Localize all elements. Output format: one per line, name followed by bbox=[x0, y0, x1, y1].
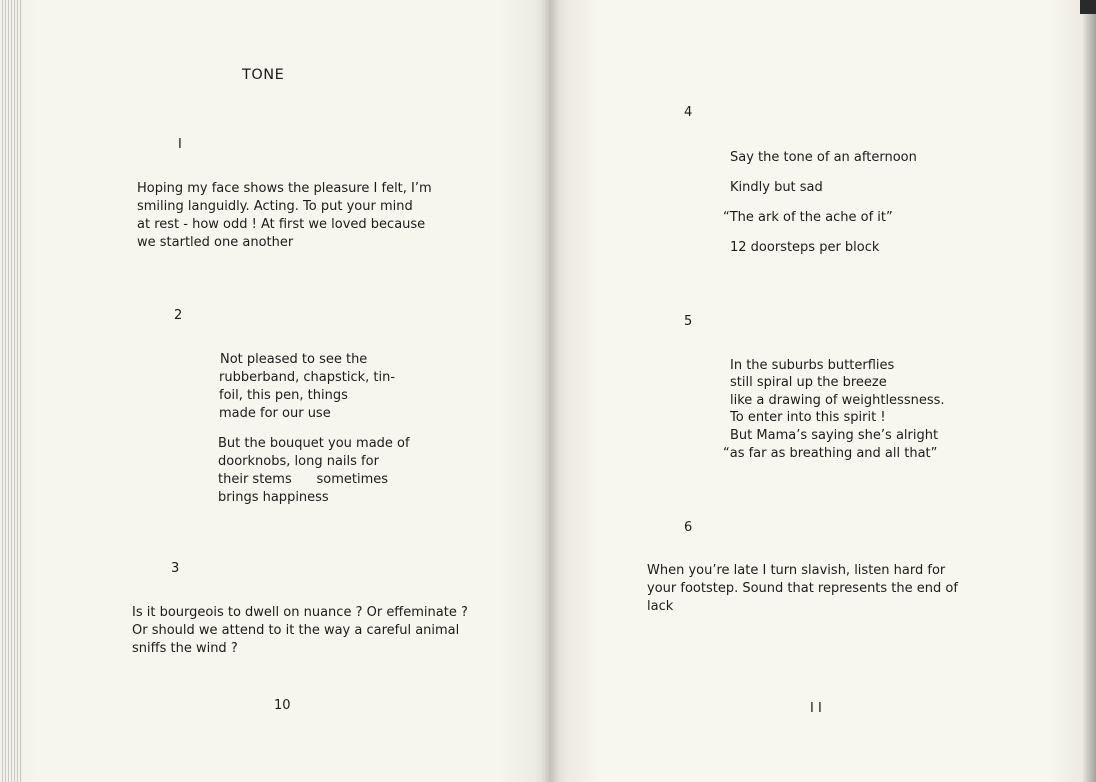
poem-line: “as far as breathing and all that” bbox=[723, 446, 938, 461]
section-number-5: 5 bbox=[684, 314, 693, 329]
poem-line: Hoping my face shows the pleasure I felt, I’m bbox=[137, 181, 432, 196]
poem-line: rubberband, chapstick, tin- bbox=[219, 370, 396, 385]
poem-line: But the bouquet you made of bbox=[218, 436, 410, 451]
poem-line: their stems sometimes bbox=[218, 472, 389, 487]
poem-line: your footstep. Sound that represents the end of bbox=[647, 581, 958, 596]
poem-line: smiling languidly. Acting. To put your mind bbox=[137, 199, 413, 214]
section-number-2: 2 bbox=[174, 308, 183, 323]
section-number-6: 6 bbox=[684, 520, 693, 535]
section-number-4: 4 bbox=[684, 105, 693, 120]
poem-title: TONE bbox=[242, 67, 285, 83]
poem-line: To enter into this spirit ! bbox=[730, 410, 886, 425]
poem-line: at rest - how odd ! At first we loved because bbox=[137, 217, 426, 232]
page-edge-shadow bbox=[1082, 0, 1096, 782]
poem-line: “The ark of the ache of it” bbox=[723, 210, 893, 225]
poem-line: we startled one another bbox=[137, 235, 294, 250]
poem-line: foil, this pen, things bbox=[219, 388, 348, 403]
poem-line: Is it bourgeois to dwell on nuance ? Or effeminate ? bbox=[132, 605, 468, 620]
poem-line: In the suburbs butterflies bbox=[730, 358, 895, 373]
page-edges bbox=[0, 0, 22, 782]
book-gutter bbox=[541, 0, 559, 782]
poem-line: still spiral up the breeze bbox=[730, 375, 887, 390]
poem-line: Kindly but sad bbox=[730, 180, 823, 195]
poem-line: lack bbox=[647, 599, 674, 614]
poem-line: Not pleased to see the bbox=[220, 352, 368, 367]
poem-line: made for our use bbox=[219, 406, 331, 421]
poem-line: sniffs the wind ? bbox=[132, 641, 238, 656]
cover-corner bbox=[1080, 0, 1096, 14]
right-page bbox=[550, 0, 1096, 782]
page-number-left: 10 bbox=[274, 698, 291, 713]
page-number-right: I I bbox=[810, 701, 822, 716]
poem-line: like a drawing of weightlessness. bbox=[730, 393, 945, 408]
section-number-1: I bbox=[178, 137, 182, 152]
poem-line: brings happiness bbox=[218, 490, 329, 505]
poem-line: But Mama’s saying she’s alright bbox=[730, 428, 939, 443]
poem-line: Say the tone of an afternoon bbox=[730, 150, 917, 165]
poem-line: When you’re late I turn slavish, listen hard for bbox=[647, 563, 946, 578]
poem-line: Or should we attend to it the way a careful animal bbox=[132, 623, 460, 638]
section-number-3: 3 bbox=[171, 561, 180, 576]
poem-line: doorknobs, long nails for bbox=[218, 454, 379, 469]
poem-line: 12 doorsteps per block bbox=[730, 240, 880, 255]
